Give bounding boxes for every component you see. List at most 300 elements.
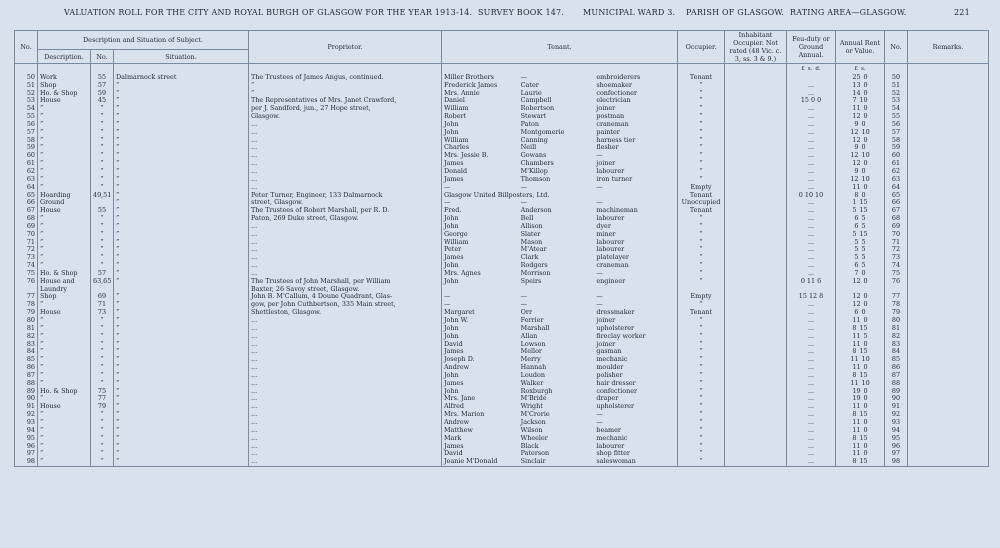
tenant-occupation: labourer (596, 237, 625, 246)
row-inhabitant (725, 333, 787, 341)
row-proprietor: ... (249, 419, 442, 427)
row-number: 62 (15, 168, 38, 176)
row-street-number: ” (91, 262, 114, 270)
tenant-first-name: — (444, 198, 451, 207)
rent-shillings: 5 (861, 214, 866, 223)
row-tenant (442, 199, 678, 207)
rent-pounds: 12 (850, 174, 859, 183)
tenant-occupation: labourer (596, 441, 625, 450)
row-description: ” (38, 121, 91, 129)
row-remarks (908, 262, 989, 270)
row-number-right: 94 (885, 427, 908, 435)
row-occupier: ” (678, 278, 725, 286)
row-situation: Dalmarnock street (114, 74, 249, 82)
tenant-surname: Hannah (520, 363, 547, 372)
row-description: ” (38, 372, 91, 380)
row-occupier: Unoccupied (678, 199, 725, 207)
page-number: 221 (954, 8, 970, 17)
row-street-number: ” (91, 129, 114, 137)
tenant-surname: Laurie (520, 88, 542, 97)
tenant-surname: Wheeler (520, 433, 548, 442)
row-number: 78 (15, 301, 38, 309)
rent-pounds: 11 (852, 449, 861, 458)
row-occupier: ” (678, 348, 725, 356)
row-occupier: ” (678, 231, 725, 239)
row-proprietor: gow, per John Cuthbertson, 335 Main street, (249, 301, 442, 309)
row-number-right: 75 (885, 270, 908, 278)
tenant-surname: — (520, 292, 528, 301)
row-occupier: ” (678, 121, 725, 129)
row-proprietor: The Trustees of Robert Marshall, per R. D. (249, 207, 442, 215)
tenant-surname: — (520, 198, 528, 207)
row-feu-duty: ... (787, 207, 836, 215)
row-street-number: ” (91, 411, 114, 419)
table-row (15, 309, 989, 317)
row-occupier: ” (678, 215, 725, 223)
row-tenant (442, 372, 678, 380)
row-occupier: ” (678, 419, 725, 427)
row-remarks (908, 309, 989, 317)
col-situation: Situation. (114, 50, 249, 64)
tenant-first-name: John (444, 370, 459, 379)
rent-shillings: 0 (863, 394, 868, 403)
row-street-number: ” (91, 254, 114, 262)
rent-shillings: 0 (863, 441, 868, 450)
row-proprietor: ... (249, 262, 442, 270)
row-tenant (442, 207, 678, 215)
row-description: ” (38, 152, 91, 160)
row-number: 94 (15, 427, 38, 435)
row-number: 60 (15, 152, 38, 160)
tenant-occupation (597, 192, 675, 200)
row-remarks (908, 231, 989, 239)
row-number-right: 72 (885, 246, 908, 254)
row-street-number: ” (91, 348, 114, 356)
tenant-surname: Loudon (520, 370, 545, 379)
row-occupier: ” (678, 90, 725, 98)
tenant-occupation: fireclay worker (596, 331, 646, 340)
tenant-occupation: craneman (596, 261, 629, 270)
tenant-occupation: polisher (596, 370, 623, 379)
tenant-surname: Canning (520, 135, 548, 144)
row-description: Work (38, 74, 91, 82)
row-situation: ” (114, 262, 249, 270)
row-remarks (908, 411, 989, 419)
tenant-first-name: James (444, 347, 464, 356)
rent-shillings: 0 (863, 72, 868, 81)
rent-pounds: 12 (852, 135, 861, 144)
row-number-right: 68 (885, 215, 908, 223)
table-row (15, 435, 989, 443)
row-occupier: ” (678, 144, 725, 152)
table-row (15, 176, 989, 184)
tenant-surname: Allan (520, 331, 538, 340)
row-remarks (908, 286, 989, 294)
tenant-surname: Marshall (520, 323, 550, 332)
row-proprietor: Baxter, 26 Savoy street, Glasgow. (249, 286, 442, 294)
row-occupier: ” (678, 450, 725, 458)
feu-unit-pounds: £ (801, 66, 805, 72)
row-remarks (908, 278, 989, 286)
row-occupier: ” (678, 364, 725, 372)
row-feu-duty: ... (787, 372, 836, 380)
row-situation: ” (114, 90, 249, 98)
rating-area: RATING AREA—GLASGOW. (790, 8, 907, 17)
rent-pounds: 12 (852, 300, 861, 309)
rent-shillings: 5 (861, 237, 866, 246)
row-proprietor: ... (249, 348, 442, 356)
row-street-number: ” (91, 113, 114, 121)
tenant-occupation: joiner (596, 159, 616, 168)
row-number-right: 84 (885, 348, 908, 356)
tenant-first-name: — (444, 292, 451, 301)
table-row (15, 458, 989, 466)
tenant-occupation: engineer (596, 276, 626, 285)
row-description: ” (38, 395, 91, 403)
parish: PARISH OF GLASGOW. (686, 8, 785, 17)
row-proprietor: ” (249, 90, 442, 98)
tenant-first-name: — (444, 300, 451, 309)
row-number: 65 (15, 192, 38, 200)
tenant-occupation: mechanic (596, 433, 628, 442)
row-annual-rent (836, 137, 885, 145)
row-remarks (908, 419, 989, 427)
row-number-right: 83 (885, 341, 908, 349)
tenant-first-name: Andrew (444, 417, 470, 426)
rent-shillings: 0 (863, 386, 868, 395)
tenant-occupation: joiner (596, 104, 616, 113)
row-tenant (442, 215, 678, 223)
table-row (15, 301, 989, 309)
rent-shillings: 0 (863, 417, 868, 426)
row-tenant (442, 239, 678, 247)
rent-shillings: 15 (859, 198, 868, 207)
row-inhabitant (725, 293, 787, 301)
row-feu-duty: ... (787, 215, 836, 223)
tenant-first-name: Matthew (444, 425, 473, 434)
row-street-number: ” (91, 443, 114, 451)
tenant-surname: M'Atear (520, 245, 547, 254)
row-proprietor: ... (249, 270, 442, 278)
row-number: 64 (15, 184, 38, 192)
row-inhabitant (725, 270, 787, 278)
row-description: ” (38, 419, 91, 427)
row-street-number: 55 (91, 207, 114, 215)
row-proprietor: ... (249, 144, 442, 152)
row-proprietor: ... (249, 168, 442, 176)
rent-shillings: 0 (861, 308, 866, 317)
rent-pounds: 14 (852, 88, 861, 97)
feu-unit-shillings: s. (807, 66, 813, 72)
col-description-group: Description and Situation of Subject. (38, 31, 249, 50)
row-number: 96 (15, 443, 38, 451)
table-row (15, 427, 989, 435)
row-remarks (908, 427, 989, 435)
col-remarks: Remarks. (908, 31, 989, 64)
tenant-surname: Stewart (520, 112, 547, 121)
row-street-number: ” (91, 341, 114, 349)
roll-title: VALUATION ROLL FOR THE CITY AND ROYAL BURGH OF GLASGOW FOR THE YEAR 1913-14. (64, 8, 473, 17)
row-street-number: ” (91, 152, 114, 160)
tenant-first-name: Glasgow United Billposters, Ltd. (444, 190, 550, 199)
rent-pounds: 8 (852, 410, 857, 419)
table-row (15, 74, 989, 82)
table-row (15, 97, 989, 105)
tenant-first-name: John W. (444, 316, 469, 324)
row-number-right: 62 (885, 168, 908, 176)
tenant-first-name: Miller Brothers (444, 72, 494, 81)
row-number-right: 80 (885, 317, 908, 325)
row-inhabitant (725, 152, 787, 160)
col-description: Description. (38, 50, 91, 64)
row-feu-duty: ... (787, 231, 836, 239)
row-proprietor: ... (249, 231, 442, 239)
table-row (15, 356, 989, 364)
row-remarks (908, 380, 989, 388)
row-street-number: ” (91, 317, 114, 325)
row-street-number: 75 (91, 388, 114, 396)
col-annual-rent: Annual Rent or Value. (836, 31, 885, 64)
row-tenant (442, 364, 678, 372)
row-street-number: 57 (91, 270, 114, 278)
row-feu-duty: ... (787, 356, 836, 364)
row-proprietor: Peter Turner, Engineer, 133 Dalmarnock (249, 192, 442, 200)
row-proprietor: The Trustees of James Angus, continued. (249, 74, 442, 82)
tenant-surname: Merry (520, 355, 541, 364)
row-number: 89 (15, 388, 38, 396)
row-tenant (442, 129, 678, 137)
row-description: ” (38, 223, 91, 231)
rent-shillings: 5 (861, 261, 866, 270)
row-number: 83 (15, 341, 38, 349)
row-number-right: 76 (885, 278, 908, 286)
rent-pounds: 7 (854, 268, 859, 277)
rent-pounds: 11 (852, 425, 861, 434)
page-header (0, 4, 1000, 20)
table-row (15, 411, 989, 419)
table-row (15, 317, 989, 325)
row-number: 53 (15, 97, 38, 105)
rent-shillings: 10 (861, 174, 870, 183)
tenant-surname: Morrison (520, 268, 551, 277)
row-feu-duty: ... (787, 262, 836, 270)
rent-shillings: 0 (863, 104, 868, 113)
table-row (15, 207, 989, 215)
row-situation: ” (114, 388, 249, 396)
row-inhabitant (725, 199, 787, 207)
row-street-number: ” (91, 231, 114, 239)
rent-pounds: 5 (852, 229, 857, 238)
row-occupier: ” (678, 82, 725, 90)
row-occupier: ” (678, 152, 725, 160)
rent-shillings: 10 (859, 96, 868, 105)
row-inhabitant (725, 215, 787, 223)
row-number-right: 52 (885, 90, 908, 98)
tenant-first-name: William (444, 237, 469, 246)
row-number: 95 (15, 435, 38, 443)
rent-shillings: 15 (859, 323, 868, 332)
row-feu-duty: ... (787, 419, 836, 427)
tenant-surname: Montgomerie (520, 127, 565, 136)
row-remarks (908, 137, 989, 145)
tenant-occupation: — (596, 292, 603, 301)
row-street-number: ” (91, 215, 114, 223)
row-feu-duty: ... (787, 309, 836, 317)
tenant-surname: M'Crorie (520, 410, 550, 419)
row-inhabitant (725, 380, 787, 388)
tenant-surname: Thomson (520, 174, 551, 183)
tenant-first-name: George (444, 229, 468, 238)
table-row (15, 325, 989, 333)
rent-pounds: 11 (850, 355, 859, 364)
tenant-surname: — (520, 72, 528, 81)
row-number-right: 87 (885, 372, 908, 380)
table-row (15, 137, 989, 145)
row-inhabitant (725, 105, 787, 113)
rent-pounds: 8 (852, 347, 857, 356)
rent-shillings: 15 (859, 433, 868, 442)
row-number-right: 82 (885, 333, 908, 341)
row-annual-rent (836, 207, 885, 215)
row-feu-duty: ... (787, 152, 836, 160)
tenant-occupation: — (596, 300, 603, 309)
row-proprietor: ... (249, 246, 442, 254)
row-number-right: 98 (885, 458, 908, 466)
row-situation: ” (114, 160, 249, 168)
row-number-right: 85 (885, 356, 908, 364)
rent-pounds: 1 (852, 198, 857, 207)
tenant-surname: Clark (520, 253, 539, 262)
rent-pounds: 11 (852, 339, 861, 348)
tenant-occupation: labourer (596, 166, 625, 175)
tenant-surname: M'Bride (520, 394, 547, 403)
tenant-occupation: machineman (596, 206, 638, 215)
row-number: 58 (15, 137, 38, 145)
row-number-right: 67 (885, 207, 908, 215)
rent-shillings: 10 (861, 378, 870, 387)
row-occupier: ” (678, 262, 725, 270)
row-situation: ” (114, 435, 249, 443)
row-inhabitant (725, 192, 787, 200)
row-feu-duty: ... (787, 395, 836, 403)
row-occupier: ” (678, 333, 725, 341)
row-situation: ” (114, 152, 249, 160)
row-number: 80 (15, 317, 38, 325)
row-number: 71 (15, 239, 38, 247)
row-number: 82 (15, 333, 38, 341)
rent-pounds: 8 (852, 457, 857, 466)
row-number-right: 54 (885, 105, 908, 113)
rent-shillings: 15 (859, 457, 868, 466)
tenant-surname: Mason (520, 237, 543, 246)
row-inhabitant (725, 113, 787, 121)
row-situation: ” (114, 82, 249, 90)
row-description: ” (38, 168, 91, 176)
row-proprietor: ... (249, 160, 442, 168)
col-no-inner: No. (91, 50, 114, 64)
rent-shillings: 0 (863, 135, 868, 144)
row-feu-duty: ... (787, 317, 836, 325)
row-number-right: 78 (885, 301, 908, 309)
row-occupier: ” (678, 395, 725, 403)
row-tenant (442, 317, 678, 325)
tenant-surname: Sinclair (520, 457, 546, 466)
row-proprietor: ... (249, 380, 442, 388)
row-feu-duty: ... (787, 254, 836, 262)
row-situation: ” (114, 137, 249, 145)
row-occupier: ” (678, 356, 725, 364)
row-number-right: 97 (885, 450, 908, 458)
row-remarks (908, 239, 989, 247)
tenant-occupation: dressmaker (596, 308, 635, 317)
row-description: ” (38, 137, 91, 145)
row-situation: ” (114, 348, 249, 356)
row-inhabitant (725, 246, 787, 254)
row-number: 97 (15, 450, 38, 458)
row-number-right: 50 (885, 74, 908, 82)
row-street-number: 63,65 (91, 278, 114, 286)
row-feu-duty: ... (787, 450, 836, 458)
row-tenant (442, 293, 678, 301)
tenant-surname: Chambers (520, 159, 554, 168)
row-remarks (908, 348, 989, 356)
row-number: 93 (15, 419, 38, 427)
rent-shillings: 0 (863, 363, 868, 372)
row-street-number: ” (91, 356, 114, 364)
tenant-first-name: John (444, 221, 459, 230)
row-tenant (442, 286, 678, 294)
tenant-first-name: James (444, 174, 464, 183)
row-situation: ” (114, 231, 249, 239)
rent-pounds: 11 (852, 363, 861, 372)
row-occupier: ” (678, 458, 725, 466)
rent-shillings: 0 (863, 112, 868, 121)
row-feu-duty: ... (787, 364, 836, 372)
row-street-number: ” (91, 105, 114, 113)
rent-pounds: 11 (852, 441, 861, 450)
row-remarks (908, 129, 989, 137)
row-inhabitant (725, 435, 787, 443)
row-description: ” (38, 215, 91, 223)
row-number-right: 88 (885, 380, 908, 388)
row-feu-duty: ... (787, 403, 836, 411)
row-description: ” (38, 246, 91, 254)
row-occupier: ” (678, 270, 725, 278)
row-inhabitant (725, 160, 787, 168)
row-situation: ” (114, 333, 249, 341)
tenant-occupation: — (596, 268, 603, 277)
row-situation: ” (114, 317, 249, 325)
tenant-first-name: John (444, 127, 459, 136)
row-number-right: 92 (885, 411, 908, 419)
tenant-occupation: hair dresser (596, 378, 636, 387)
row-tenant (442, 105, 678, 113)
row-number: 72 (15, 246, 38, 254)
row-number: 88 (15, 380, 38, 388)
row-number: 50 (15, 74, 38, 82)
tenant-surname: Rodgers (520, 261, 548, 270)
row-street-number: ” (91, 372, 114, 380)
row-description: ” (38, 262, 91, 270)
row-occupier: ” (678, 403, 725, 411)
row-remarks (908, 97, 989, 105)
col-tenant: Tenant. (442, 31, 678, 64)
tenant-occupation: shop fitter (596, 449, 630, 458)
tenant-surname: Black (520, 441, 539, 450)
row-number-right: 77 (885, 293, 908, 301)
row-inhabitant (725, 121, 787, 129)
row-description: ” (38, 317, 91, 325)
